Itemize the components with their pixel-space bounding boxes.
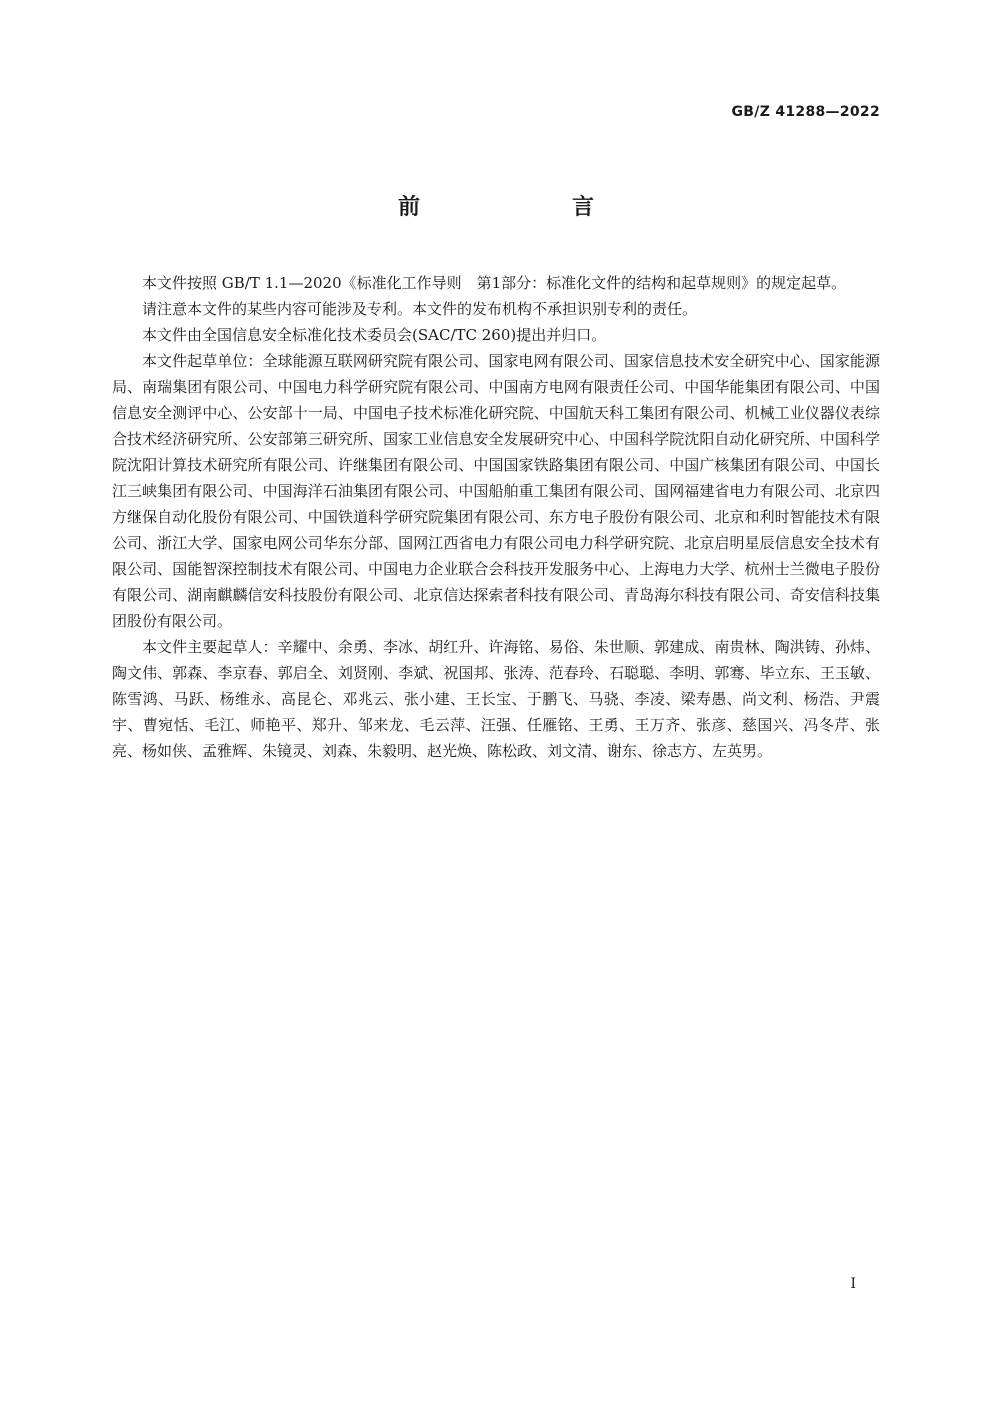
paragraph-drafting-units: 本文件起草单位：全球能源互联网研究院有限公司、国家电网有限公司、国家信息技术安全研究中心、国家能源局、南瑞集团有限公司、中国电力科学研究院有限公司、中国南方电网有限责任公司、中国华能集团有限公司、中国信息安全测评中心、公安部十一局、中国电子技术标准化研究院、中国航天科工集团有限公司、机械工业仪器仪表综合技术经济研究所、公安部第三研究所、国家工业信息安全发展研究中心、中国科学院沈阳自动化研究所、中国科学院沈阳计算技术研究所有限公司、许继集团有限公司、中国国家铁路集团有限公司、中国广核集团有限公司、中国长江三峡集团有限公司、中国海洋石油集团有限公司、中国船舶重工集团有限公司、国网福建省电力有限公司、北京四方继保自动化股份有限公司、中国铁道科学研究院集团有限公司、东方电子股份有限公司、北京和利时智能技术有限公司、浙江大学、国家电网公司华东分部、国网江西省电力有限公司电力科学研究院、北京启明星辰信息安全技术有限公司、国能智深控制技术有限公司、中国电力企业联合会科技开发服务中心、上海电力大学、杭州士兰微电子股份有限公司、湖南麒麟信安科技股份有限公司、北京信达探索者科技有限公司、青岛海尔科技有限公司、奇安信科技集团股份有限公司。 bbox=[112, 352, 880, 630]
paragraph-drafting-rules: 本文件按照 GB/T 1.1—2020《标准化工作导则 第1部分：标准化文件的结构和起草规则》的规定起草。 bbox=[142, 274, 847, 292]
page-number: I bbox=[850, 1276, 856, 1292]
paragraph-drafters: 本文件主要起草人：辛耀中、余勇、李冰、胡红升、许海铭、易俗、朱世顺、郭建成、南贵林、陶洪铸、孙炜、陶文伟、郭森、李京春、郭启全、刘贤刚、李斌、祝国邦、张涛、范春玲、石聪聪、李明、郭骞、毕立东、王玉敏、陈雪鸿、马跃、杨维永、高昆仑、邓兆云、张小建、王长宝、于鹏飞、马骁、李凌、梁寿愚、尚文利、杨浩、尹震宇、曹宛恬、毛江、师艳平、郑升、邹来龙、毛云萍、汪强、任雁铭、王勇、王万齐、张彦、慈国兴、冯冬芹、张亮、杨如侠、孟雅辉、朱镜灵、刘森、朱毅明、赵光焕、陈松政、刘文清、谢东、徐志方、左英男。 bbox=[112, 638, 880, 760]
standard-number: GB/Z 41288—2022 bbox=[731, 104, 880, 120]
paragraph-proposer: 本文件由全国信息安全标准化技术委员会(SAC/TC 260)提出并归口。 bbox=[142, 326, 607, 344]
paragraph-patent-notice: 请注意本文件的某些内容可能涉及专利。本文件的发布机构不承担识别专利的责任。 bbox=[142, 300, 698, 318]
page-title: 前 言 bbox=[397, 195, 630, 220]
foreword-body bbox=[112, 270, 880, 764]
